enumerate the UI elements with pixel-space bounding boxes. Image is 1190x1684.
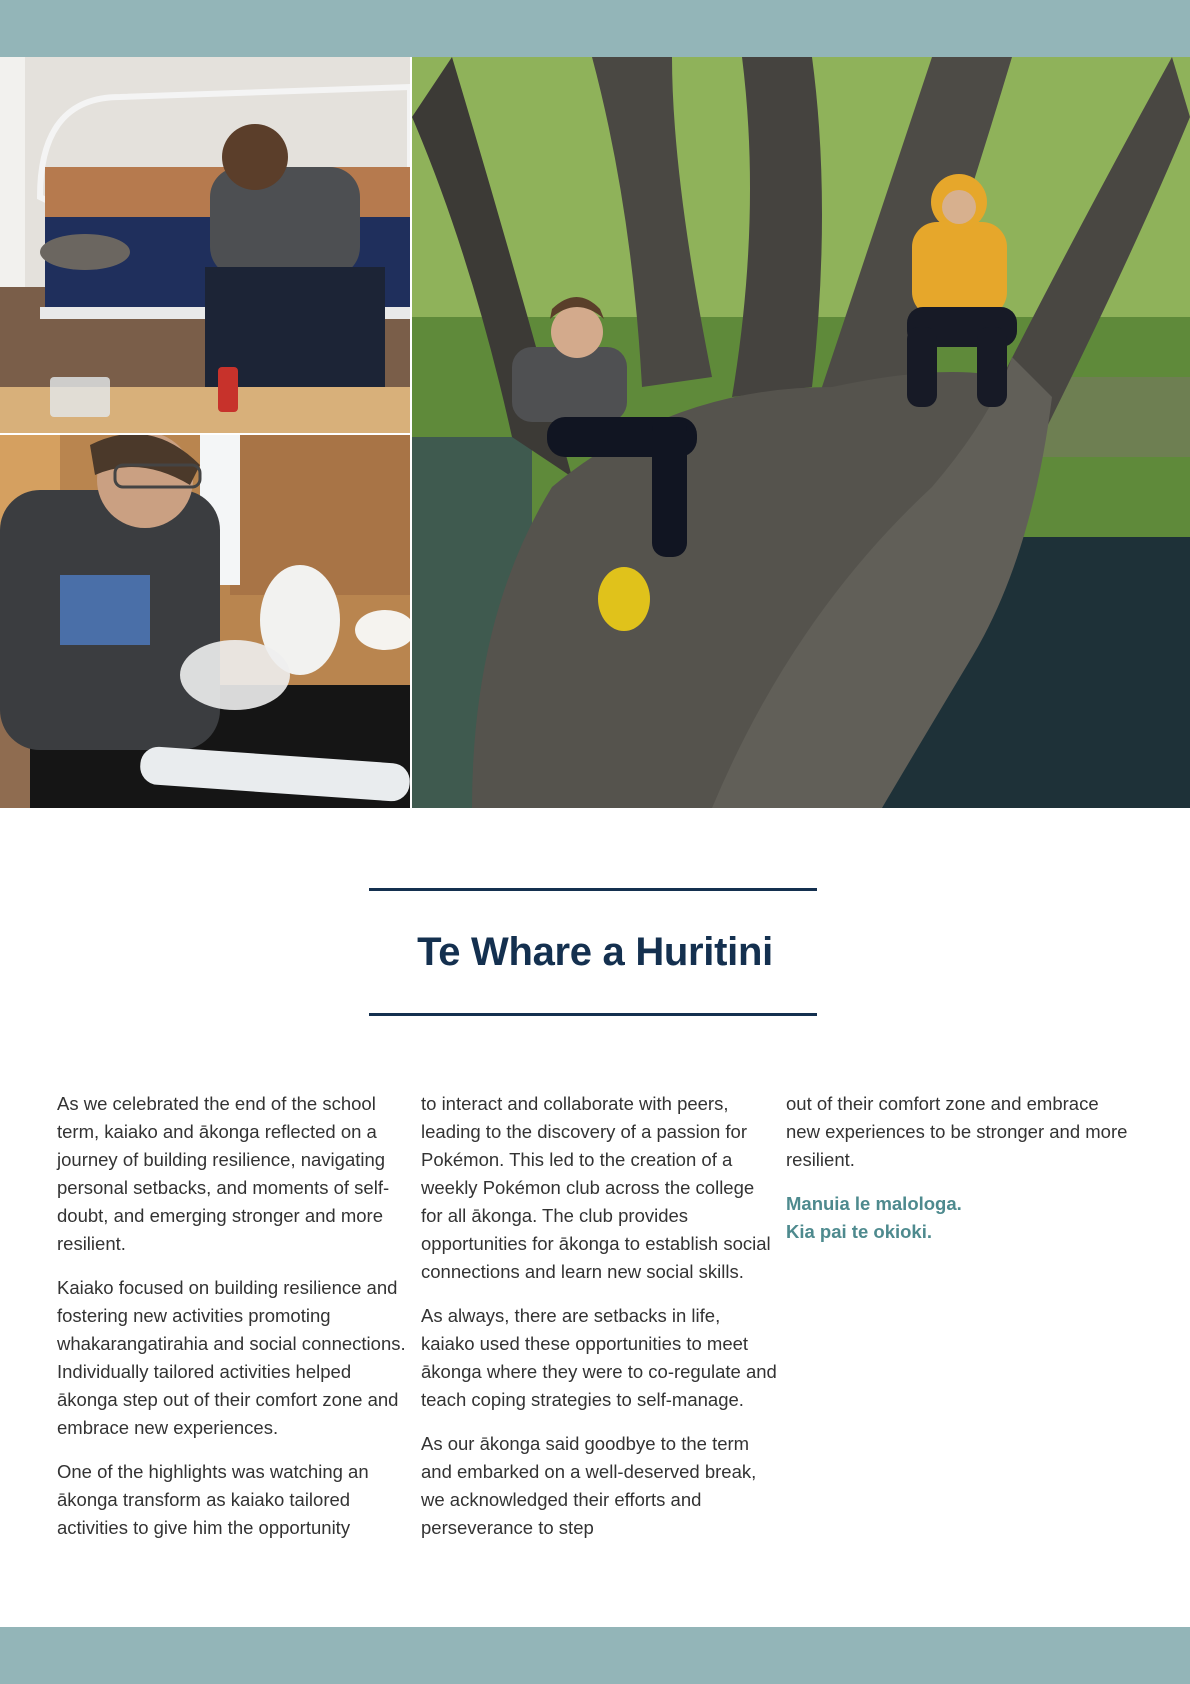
- student-with-cat-photo: [0, 57, 410, 433]
- paragraph: As always, there are setbacks in life, kaiako used these opportunities to meet ākonga where they were to co-regulate and teach coping strategies to self-manage.: [421, 1305, 777, 1410]
- text-column-3: [786, 1090, 1136, 1262]
- title-rule-top: [369, 888, 817, 891]
- sign-off-line-1: Manuia le malologa.: [786, 1193, 962, 1214]
- paragraph: One of the highlights was watching an ākonga transform as kaiako tailored activities to give him the opportunity: [57, 1461, 369, 1538]
- sign-off-line-2: Kia pai te okioki.: [786, 1221, 932, 1242]
- paragraph: Kaiako focused on building resilience and fostering new activities promoting whakarangatirahia and social connections. Individually tailored activities helped ākonga step out of their comfort zone and embrace new experiences.: [57, 1277, 406, 1438]
- sign-off: [786, 1190, 1136, 1246]
- paragraph: As our ākonga said goodbye to the term and embarked on a well-deserved break, we acknowledged their efforts and perseverance to step: [421, 1433, 757, 1538]
- top-color-band: [0, 0, 1190, 57]
- title-rule-bottom: [369, 1013, 817, 1016]
- student-cooking-photo: [0, 435, 410, 808]
- text-column-1: [57, 1090, 413, 1558]
- students-on-tree-photo: [412, 57, 1190, 808]
- paragraph: out of their comfort zone and embrace new experiences to be stronger and more resilient.: [786, 1093, 1128, 1170]
- paragraph: to interact and collaborate with peers, leading to the discovery of a passion for Pokémon. This led to the creation of a weekly Pokémon club across the college for all ākonga. The club provides opportunities for ākonga to establish social connections and learn new social skills.: [421, 1093, 771, 1282]
- paragraph: As we celebrated the end of the school term, kaiako and ākonga reflected on a journey of building resilience, navigating personal setbacks, and moments of self-doubt, and emerging stronger and more resilient.: [57, 1093, 390, 1254]
- page-title: Te Whare a Huritini: [417, 930, 773, 974]
- bottom-color-band: [0, 1627, 1190, 1684]
- text-column-2: [421, 1090, 777, 1558]
